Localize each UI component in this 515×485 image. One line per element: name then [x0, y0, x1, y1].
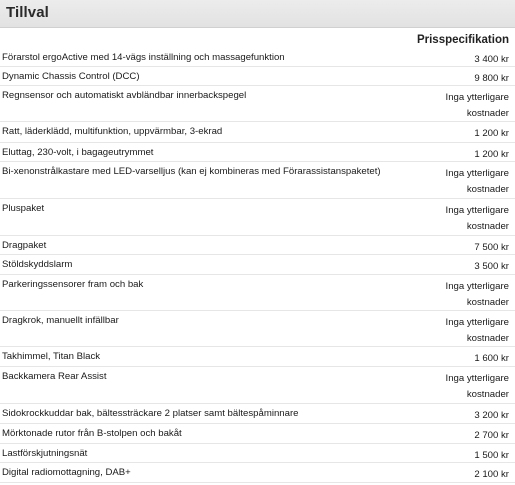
option-price: 9 800 kr [474, 73, 509, 84]
price-column-header: Prisspecifikation [416, 34, 509, 46]
option-row [0, 122, 515, 143]
option-name: Lastförskjutningsnät [2, 448, 88, 459]
option-price: Inga ytterligare kostnader [445, 281, 509, 308]
option-row [0, 86, 515, 122]
option-price: 1 600 kr [474, 353, 509, 364]
option-price: 2 700 kr [474, 430, 509, 441]
option-name: Pluspaket [2, 203, 45, 214]
option-name: Backkamera Rear Assist [2, 371, 107, 382]
options-list [0, 48, 515, 483]
option-row [0, 67, 515, 86]
option-row [0, 424, 515, 444]
option-price: 7 500 kr [474, 242, 509, 253]
option-price: 3 400 kr [474, 54, 509, 65]
option-price: 1 200 kr [474, 128, 509, 139]
option-row [0, 143, 515, 162]
option-name: Bi-xenonstrålkastare med LED-varselljus (kan ej kombineras med Förarassistanspaketet) [2, 166, 381, 177]
option-row [0, 311, 515, 347]
option-row [0, 404, 515, 424]
option-row [0, 275, 515, 311]
option-name: Förarstol ergoActive med 14-vägs inställning och massagefunktion [2, 52, 285, 63]
option-name: Digital radiomottagning, DAB+ [2, 467, 131, 478]
option-name: Eluttag, 230-volt, i bagageutrymmet [2, 147, 154, 158]
option-row [0, 347, 515, 367]
option-name: Stöldskyddslarm [2, 259, 73, 270]
option-row [0, 367, 515, 404]
option-price: Inga ytterligare kostnader [445, 317, 509, 344]
option-price: 1 200 kr [474, 149, 509, 160]
option-price: 2 100 kr [474, 469, 509, 480]
option-price: 3 200 kr [474, 410, 509, 421]
option-name: Sidokrockkuddar bak, bältessträckare 2 platser samt bältespåminnare [2, 408, 299, 419]
option-row [0, 162, 515, 199]
option-name: Dragkrok, manuellt infällbar [2, 315, 119, 326]
option-row [0, 48, 515, 67]
option-name: Ratt, läderklädd, multifunktion, uppvärmbar, 3-ekrad [2, 126, 223, 137]
option-row [0, 199, 515, 236]
option-row [0, 236, 515, 255]
option-name: Dynamic Chassis Control (DCC) [2, 71, 140, 82]
option-name: Takhimmel, Titan Black [2, 351, 101, 362]
option-row [0, 463, 515, 483]
option-price: 3 500 kr [474, 261, 509, 272]
option-price: Inga ytterligare kostnader [445, 168, 509, 195]
section-title: Tillval [6, 4, 49, 21]
option-name: Regnsensor och automatiskt avbländbar innerbackspegel [2, 90, 247, 101]
option-row [0, 444, 515, 463]
option-price: Inga ytterligare kostnader [445, 205, 509, 232]
option-name: Parkeringssensorer fram och bak [2, 279, 144, 290]
option-name: Mörktonade rutor från B-stolpen och bakåt [2, 428, 182, 439]
option-price: Inga ytterligare kostnader [445, 373, 509, 400]
option-price: 1 500 kr [474, 450, 509, 461]
option-price: Inga ytterligare kostnader [445, 92, 509, 119]
option-row [0, 255, 515, 275]
option-name: Dragpaket [2, 240, 47, 251]
section-header [0, 0, 515, 28]
